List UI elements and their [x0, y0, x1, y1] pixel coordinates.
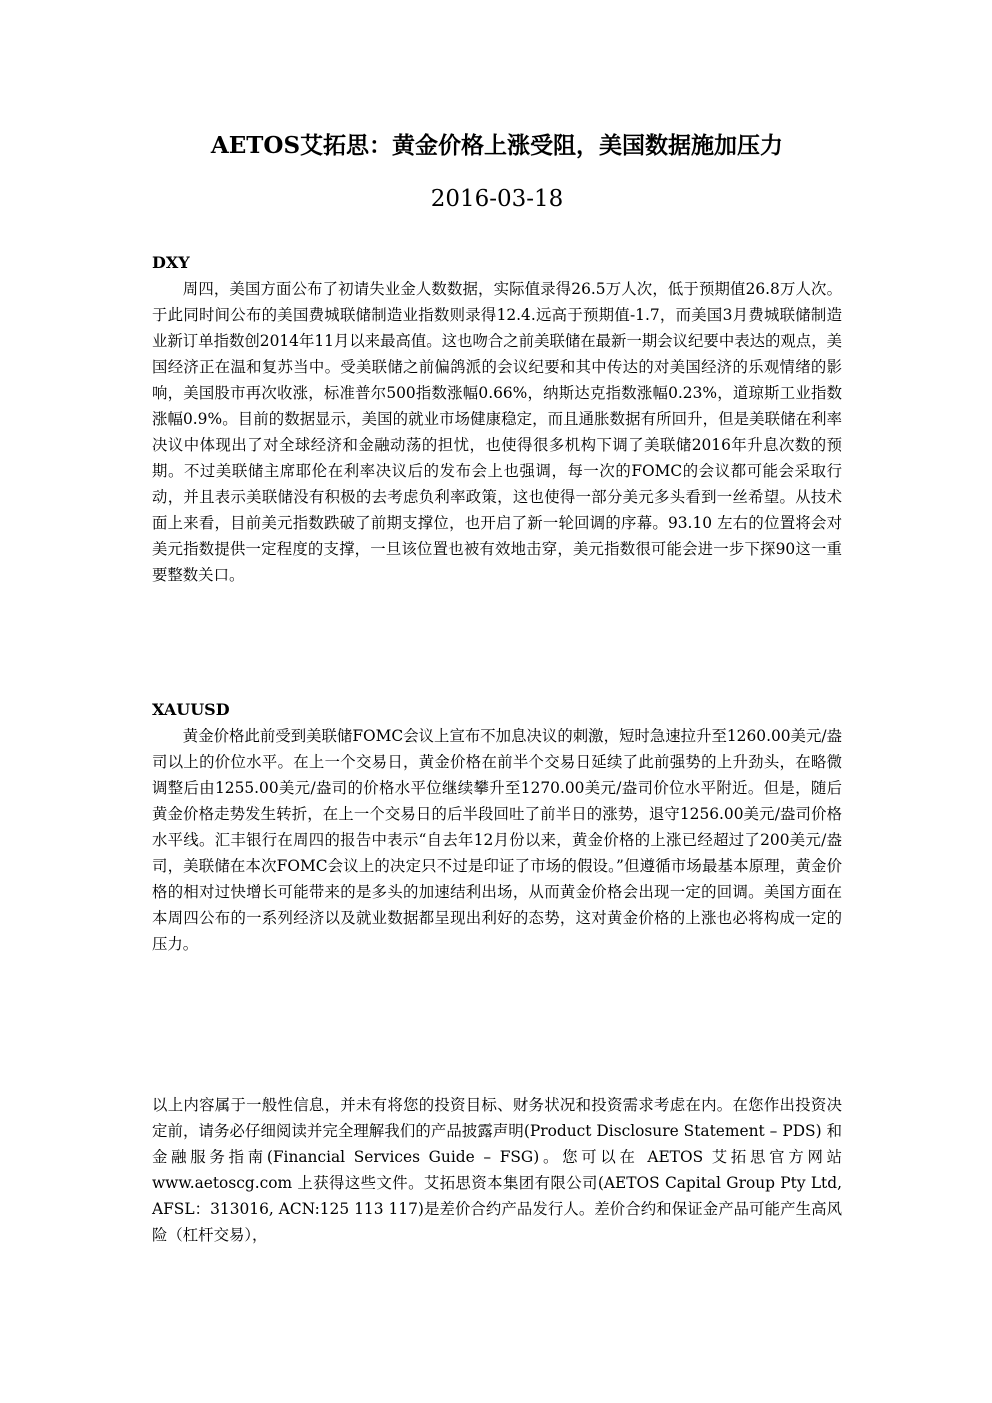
document-date: 2016-03-18: [430, 186, 564, 212]
document-title: AETOS艾拓思：黄金价格上涨受阻，美国数据施加压力: [210, 132, 784, 159]
section-heading-xauusd: XAUUSD: [152, 700, 230, 719]
section-body-xauusd: 黄金价格此前受到美联储FOMC会议上宣布不加息决议的刺激，短时急速拉升至1260.00美元/盎司以上的价位水平。在上一个交易日，黄金价格在前半个交易日延续了此前强势的上升劲头，在略微调整后由1255.00美元/盎司的价格水平位继续攀升至1270.00美元/盎司价位水平附近。但是，随后黄金价格走势发生转折，在上一个交易日的后半段回吐了前半日的涨势，退守1256.00美元/盎司价格水平线。汇丰银行在周四的报告中表示“自去年12月份以来，黄金价格的上涨已经超过了200美元/盎司，美联储在本次FOMC会议上的决定只不过是印证了市场的假设。”但遵循市场最基本原理，黄金价格的相对过快增长可能带来的是多头的加速结利出场，从而黄金价格会出现一定的回调。美国方面在本周四公布的一系列经济以及就业数据都呈现出利好的态势，这对黄金价格的上涨也必将构成一定的压力。: [152, 727, 842, 953]
disclaimer-text: 以上内容属于一般性信息，并未有将您的投资目标、财务状况和投资需求考虑在内。在您作出投资决定前，请务必仔细阅读并完全理解我们的产品披露声明(Product Disclosure Statement – PDS) 和金融服务指南(Financial Services Guide – FSG)。您可以在 AETOS 艾拓思官方网站 www.aetoscg.com 上获得这些文件。艾拓思资本集团有限公司(AETOS Capital Group Pty Ltd, AFSL：313016, ACN:125 113 117)是差价合约产品发行人。差价合约和保证金产品可能产生高风险（杠杆交易），: [152, 1096, 842, 1244]
section-heading-dxy: DXY: [152, 253, 190, 272]
section-body-dxy: 周四，美国方面公布了初请失业金人数数据，实际值录得26.5万人次，低于预期值26.8万人次。于此同时间公布的美国费城联储制造业指数则录得12.4.远高于预期值-1.7，而美国3月费城联储制造业新订单指数创2014年11月以来最高值。这也吻合之前美联储在最新一期会议纪要中表达的观点，美国经济正在温和复苏当中。受美联储之前偏鸽派的会议纪要和其中传达的对美国经济的乐观情绪的影响，美国股市再次收涨，标准普尔500指数涨幅0.66%，纳斯达克指数涨幅0.23%，道琼斯工业指数涨幅0.9%。目前的数据显示，美国的就业市场健康稳定，而且通胀数据有所回升，但是美联储在利率决议中体现出了对全球经济和金融动荡的担忧，也使得很多机构下调了美联储2016年升息次数的预期。不过美联储主席耶伦在利率决议后的发布会上也强调，每一次的FOMC的会议都可能会采取行动，并且表示美联储没有积极的去考虑负利率政策，这也使得一部分美元多头看到一丝希望。从技术面上来看，目前美元指数跌破了前期支撑位，也开启了新一轮回调的序幕。93.10 左右的位置将会对美元指数提供一定程度的支撑，一旦该位置也被有效地击穿，美元指数很可能会进一步下探90这一重要整数关口。: [152, 280, 842, 584]
